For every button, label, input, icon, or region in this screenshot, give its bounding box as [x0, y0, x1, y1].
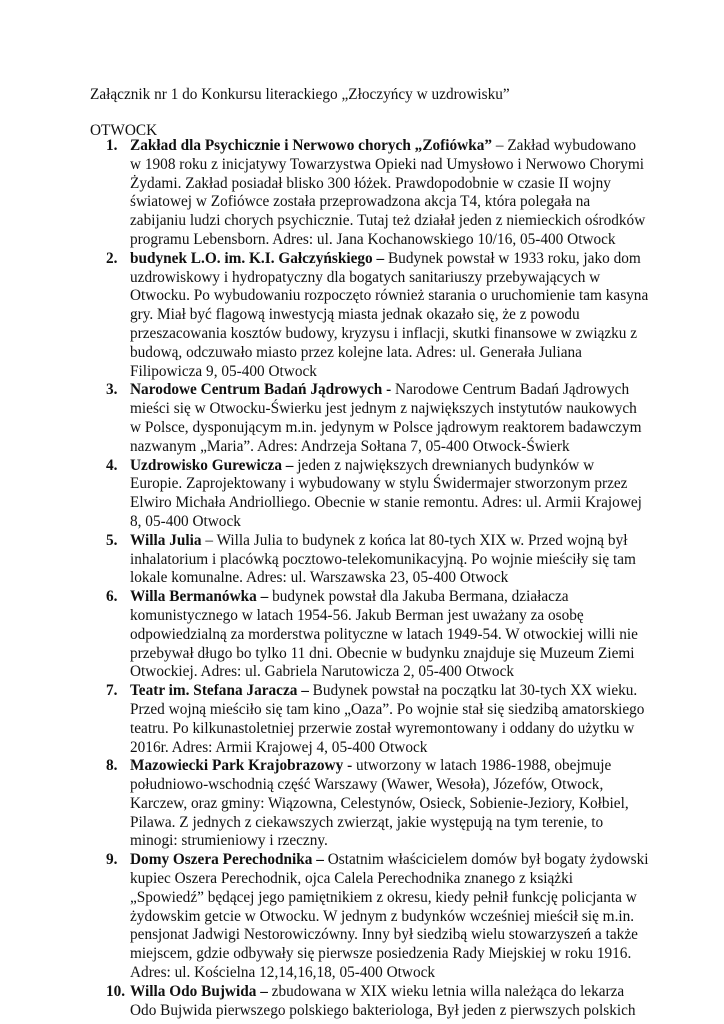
- item-name: Mazowiecki Park Krajobrazowy -: [130, 757, 353, 775]
- list-item: [90, 381, 650, 456]
- item-number: 4.: [106, 456, 118, 474]
- item-number: 6.: [106, 588, 118, 606]
- item-description: budynek powstał dla Jakuba Bermana, działacza komunistycznego w latach 1954-56. Jakub Berman jest uważany za osobę odpowiedzialną za morderstwa polityczne w latach 1949-54. W otwockiej willi nie przebywał długo bo tylko 11 dni. Obecnie w budynku znajduje się Muzeum Ziemi Otwockiej. Adres: ul. Gabriela Narutowicza 2, 05-400 Otwock: [130, 588, 638, 681]
- list-item: [90, 682, 650, 757]
- item-name: Domy Oszera Perechodnika –: [130, 851, 324, 869]
- item-description: Narodowe Centrum Badań Jądrowych mieści się w Otwocku-Świerku jest jednym z największych instytutów naukowych w Polsce, dysponującym m.in. jedynym w Polsce jądrowym reaktorem badawczym nazwanym „Maria”. Adres: Andrzeja Sołtana 7, 05-400 Otwock-Świerk: [130, 381, 642, 455]
- item-name: Willa Bermanówka –: [130, 588, 269, 606]
- item-number: 7.: [106, 682, 118, 700]
- list-item: [90, 250, 650, 382]
- item-description: Ostatnim właścicielem domów był bogaty żydowski kupiec Oszera Perechodnik, ojca Calela Perechodnika znanego z książki „Spowiedź” będącej jego pamiętnikiem z okresu, kiedy pełnił funkcję policjanta w żydowskim getcie w Otwocku. W jednym z budynków wcześniej mieścił się m.in. pensjonat Jadwigi Nestorowiczówny. Inny był siedzibą wielu stowarzyszeń a także miejscem, gdzie odbywały się pierwsze posiedzenia Rady Miejskiej w roku 1916. Adres: ul. Kościelna 12,14,16,18, 05-400 Otwock: [130, 851, 649, 982]
- item-description: jeden z największych drewnianych budynków w Europie. Zaprojektowany i wybudowany w stylu Świdermajer stworzonym przez Elwiro Michała Andriolliego. Obecnie w stanie remontu. Adres: ul. Armii Krajowej 8, 05-400 Otwock: [130, 456, 642, 530]
- item-number: 9.: [106, 851, 118, 869]
- list-item: [90, 457, 650, 532]
- item-name: Zakład dla Psychicznie i Nerwowo chorych „Zofiówka”: [130, 137, 493, 154]
- item-number: 8.: [106, 757, 118, 775]
- item-name: Narodowe Centrum Badań Jądrowych -: [130, 381, 392, 399]
- document-heading: Załącznik nr 1 do Konkursu literackiego „Złoczyńcy w uzdrowisku”: [90, 86, 510, 103]
- list-item: [90, 532, 650, 588]
- item-name: Uzdrowisko Gurewicza –: [130, 456, 294, 474]
- item-description: zbudowana w XIX wieku letnia willa należąca do lekarza Odo Bujwida pierwszego polskiego bakteriologa, Był jeden z pierwszych polskich: [130, 982, 636, 1019]
- item-number: 1.: [106, 137, 118, 154]
- list-item: [90, 757, 650, 851]
- item-description: Budynek powstał w 1933 roku, jako dom uzdrowiskowy i hydropatyczny dla bogatych sanitariuszy przebywających w Otwocku. Po wybudowaniu rozpoczęto również starania o uruchomienie tam kasyna gry. Miał być flagową inwestycją miasta jednak okazało się, że z powodu przeszacowania kosztów budowy, kryzysu i inflacji, skutki finansowe w związku z budową, odczuwało miasto przez kolejne lata. Adres: ul. Generała Juliana Filipowicza 9, 05-400 Otwock: [130, 249, 649, 380]
- list-item: [90, 137, 650, 250]
- list-item: [90, 851, 650, 983]
- item-name: Willa Odo Bujwida –: [130, 982, 268, 1000]
- item-name: budynek L.O. im. K.I. Gałczyńskiego –: [130, 249, 385, 267]
- city-heading: OTWOCK: [90, 122, 158, 139]
- item-description: – Zakład wybudowano w 1908 roku z inicjatywy Towarzystwa Opieki nad Umysłowo i Nerwowo Chorymi Żydami. Zakład posiadał blisko 300 łóżek. Prawdopodobnie w czasie II wojny światowej w Zofiówce została przeprowadzona akcja T4, która polegała na zabijaniu ludzi chorych psychicznie. Tutaj też działał jeden z niemieckich ośrodków programu Lebensborn. Adres: ul. Jana Kochanowskiego 10/16, 05-400 Otwock: [130, 137, 646, 248]
- list-item: [90, 588, 650, 682]
- attractions-list: [90, 137, 650, 1020]
- item-number: 5.: [106, 531, 118, 549]
- item-description: utworzony w latach 1986-1988, obejmuje południowo-wschodnią część Warszawy (Wawer, Wesoła), Józefów, Otwock, Karczew, oraz gminy: Wiązowna, Celestynów, Osieck, Sobienie-Jeziory, Kołbiel, Pilawa. Z jednych z ciekawszych zwierząt, jakie występują na tym terenie, to minogi: strumieniowy i rzeczny.: [130, 757, 629, 850]
- item-description: Budynek powstał na początku lat 30-tych XX wieku. Przed wojną mieściło się tam kino „Oaza”. Po wojnie stał się siedzibą amatorskiego teatru. Po kilkunastoletniej przerwie został wyremontowany i oddany do użytku w 2016r. Adres: Armii Krajowej 4, 05-400 Otwock: [130, 682, 645, 756]
- item-name: Teatr im. Stefana Jaracza –: [130, 682, 309, 700]
- item-number: 2.: [106, 249, 118, 267]
- item-name: Willa Julia: [130, 531, 202, 549]
- item-number: 10.: [106, 982, 126, 1000]
- item-number: 3.: [106, 381, 118, 399]
- item-description: – Willa Julia to budynek z końca lat 80-tych XIX w. Przed wojną był inhalatorium i placówką pocztowo-telekomunikacyjną. Po wojnie mieściły się tam lokale komunalne. Adres: ul. Warszawska 23, 05-400 Otwock: [130, 531, 636, 587]
- list-item: [90, 983, 650, 1021]
